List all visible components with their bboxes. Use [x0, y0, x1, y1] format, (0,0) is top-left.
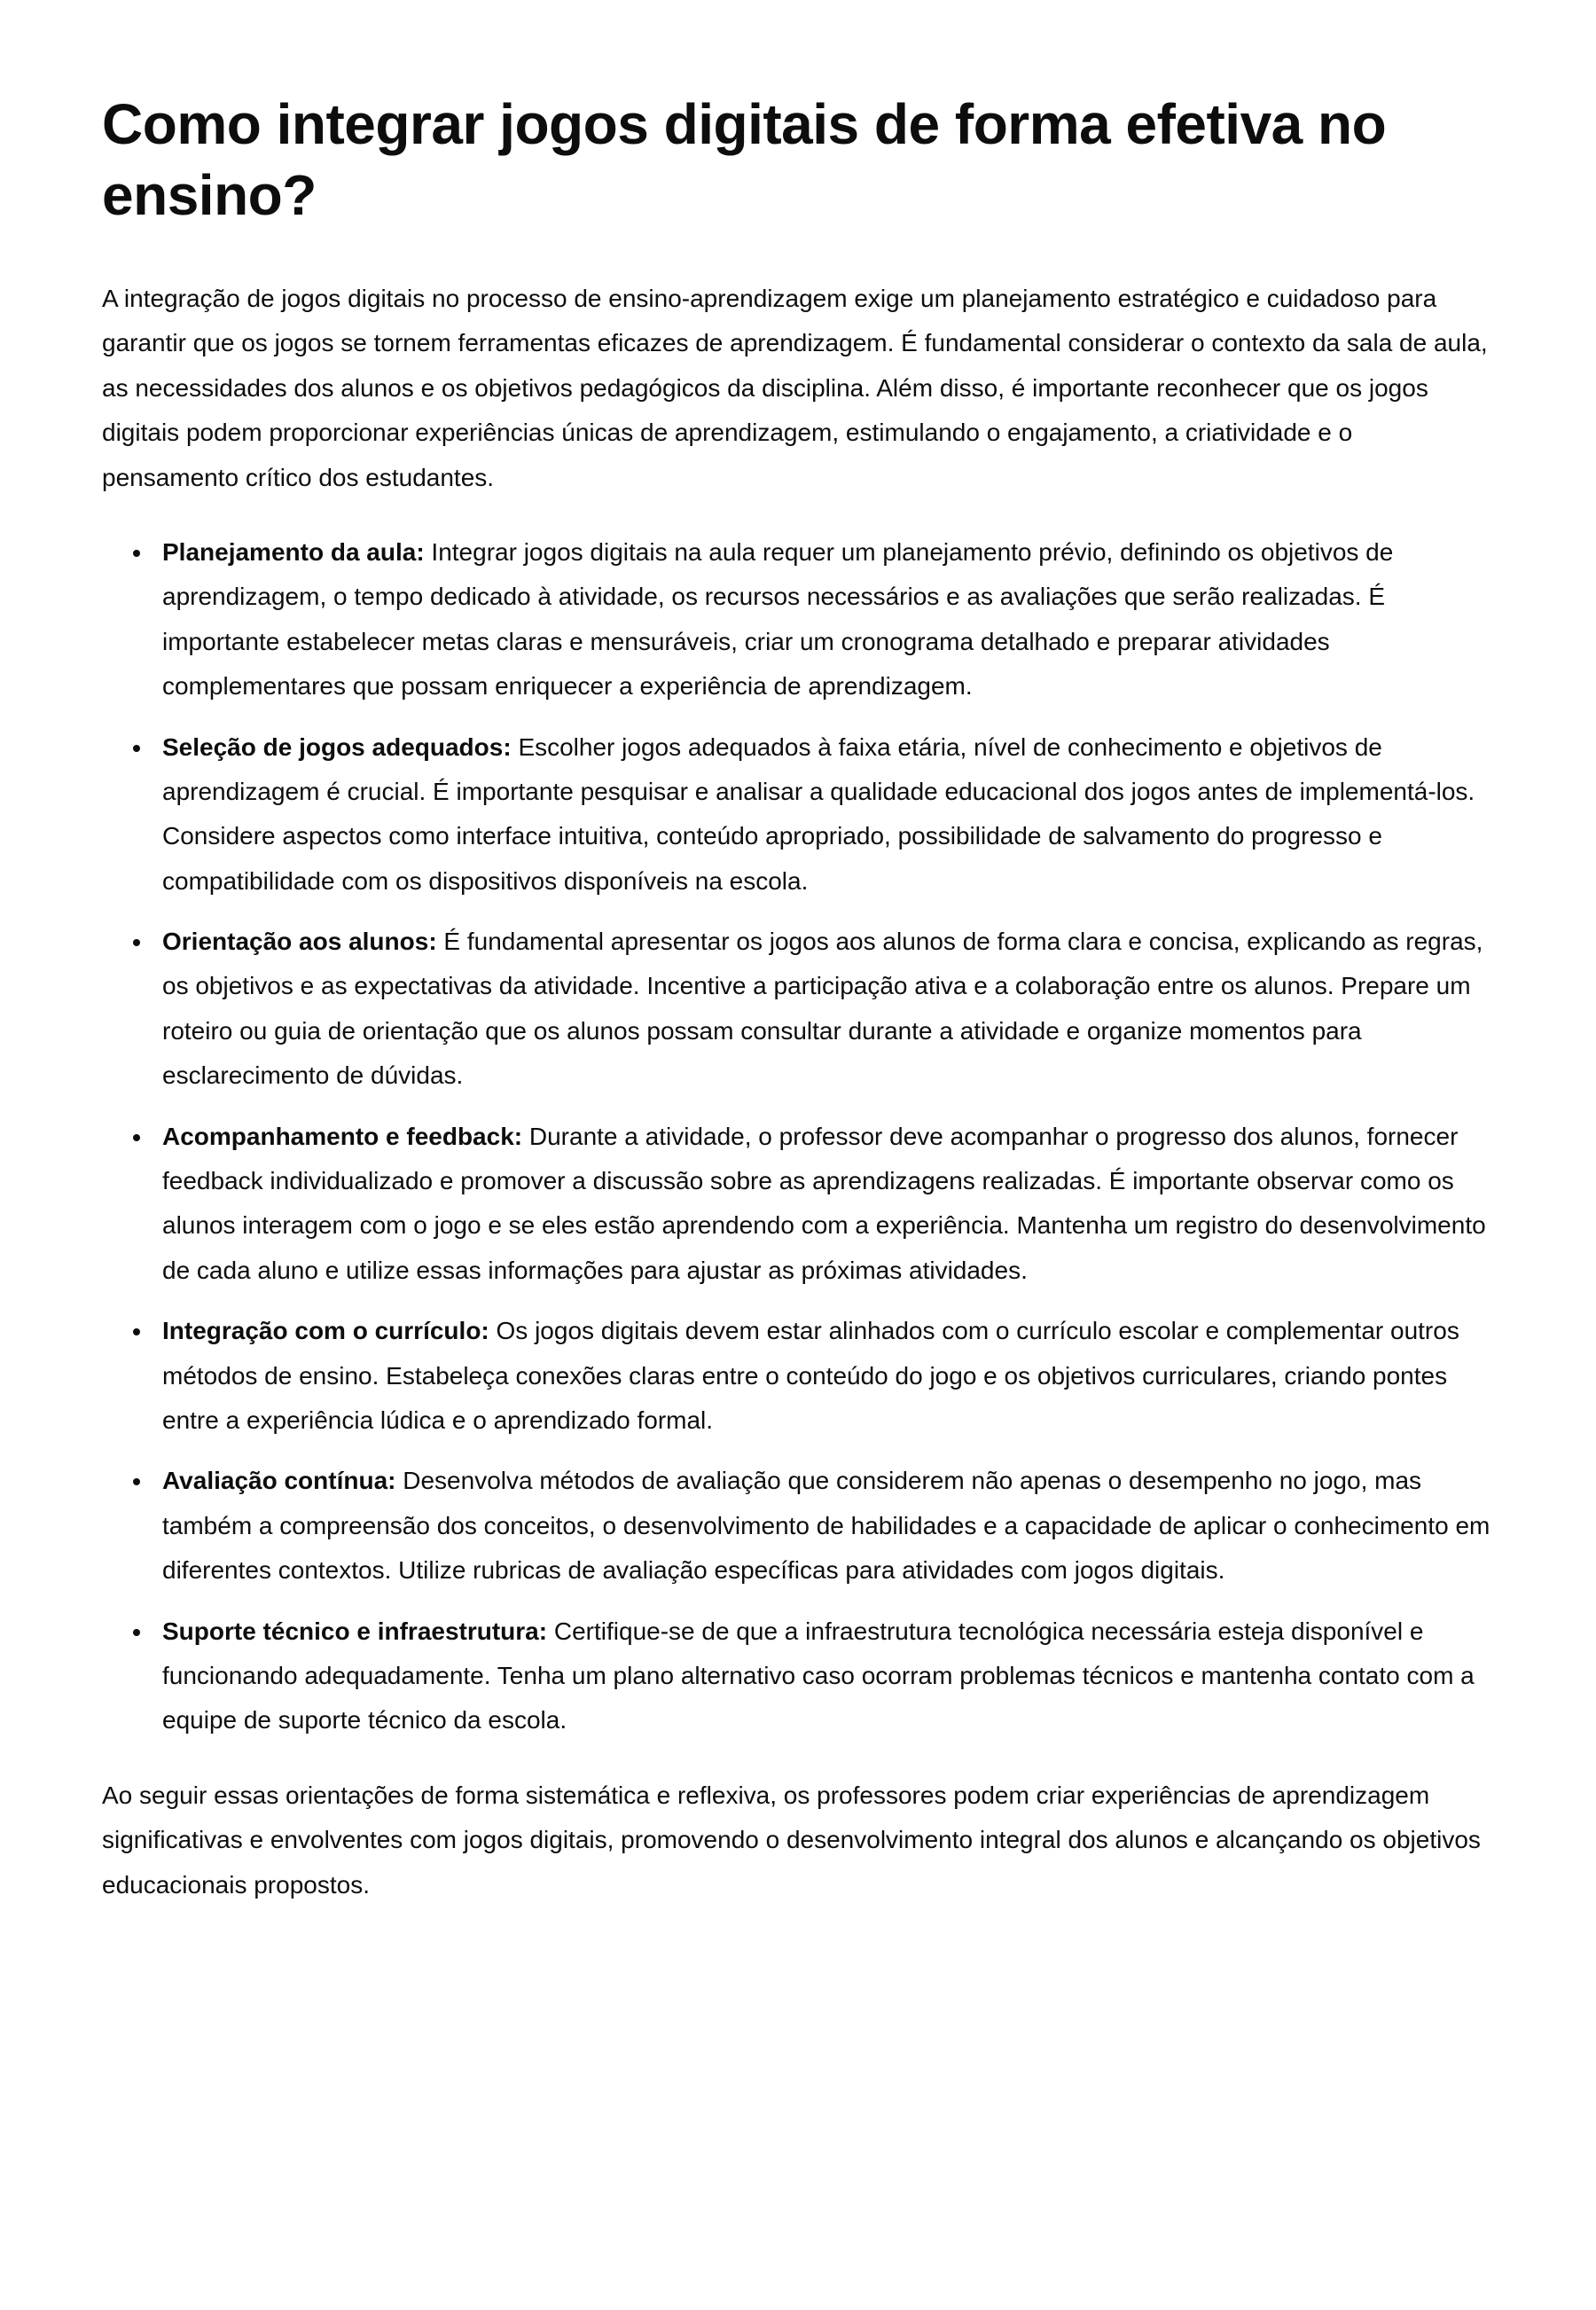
bullet-text: Integrar jogos digitais na aula requer um planejamento prévio, definindo os objetivos de aprendizagem, o tempo dedicado à atividade, os recursos necessários e as avaliações que serão realizadas. É importante estabelecer metas claras e mensuráveis, criar um cronograma detalhado e preparar atividades complementares que possam enriquecer a experiência de aprendizagem. [162, 537, 1394, 701]
intro-paragraph: A integração de jogos digitais no processo de ensino-aprendizagem exige um planejamento estratégico e cuidadoso para garantir que os jogos se tornem ferramentas eficazes de aprendizagem. É fundamental considerar o contexto da sala de aula, as necessidades dos alunos e os objetivos pedagógicos da disciplina. Além disso, é importante reconhecer que os jogos digitais podem proporcionar experiências únicas de aprendizagem, estimulando o engajamento, a criatividade e o pensamento crítico dos estudantes. [102, 285, 1488, 491]
list-item [153, 920, 1494, 1099]
bullet-text: Durante a atividade, o professor deve acompanhar o progresso dos alunos, fornecer feedback individualizado e promover a discussão sobre as aprendizagens realizadas. É importante observar como os alunos interagem com o jogo e se eles estão aprendendo com a experiência. Mantenha um registro do desenvolvimento de cada aluno e utilize essas informações para ajustar as próximas atividades. [162, 1122, 1486, 1284]
bullet-text: Os jogos digitais devem estar alinhados com o currículo escolar e complementar outros métodos de ensino. Estabeleça conexões claras entre o conteúdo do jogo e os objetivos curriculares, criando pontes entre a experiência lúdica e o aprendizado formal. [162, 1317, 1459, 1434]
bullet-label: Seleção de jogos adequados: [162, 732, 512, 761]
bullet-label: Suporte técnico e infraestrutura: [162, 1617, 548, 1645]
list-item [153, 1459, 1494, 1593]
bullet-text: Escolher jogos adequados à faixa etária, nível de conhecimento e objetivos de aprendizagem é crucial. É importante pesquisar e analisar a qualidade educacional dos jogos antes de implementá-los. Considere aspectos como interface intuitiva, conteúdo apropriado, possibilidade de salvamento do progresso e compatibilidade com os dispositivos disponíveis na escola. [162, 732, 1475, 895]
bullet-label: Orientação aos alunos: [162, 928, 437, 956]
bullet-label: Avaliação contínua: [162, 1467, 396, 1495]
bullet-label: Acompanhamento e feedback: [162, 1122, 523, 1150]
list-item [153, 1115, 1494, 1294]
guidelines-list [102, 530, 1494, 1743]
bullet-text: É fundamental apresentar os jogos aos alunos de forma clara e concisa, explicando as regras, os objetivos e as expectativas da atividade. Incentive a participação ativa e a colaboração entre os alunos. Prepare um roteiro ou guia de orientação que os alunos possam consultar durante a atividade e organize momentos para esclarecimento de dúvidas. [162, 928, 1483, 1090]
document-content [102, 89, 1494, 1907]
list-item [153, 1309, 1494, 1443]
page-title: Como integrar jogos digitais de forma efetiva no ensino? [102, 92, 1387, 227]
bullet-label: Integração com o currículo: [162, 1317, 489, 1345]
list-item [153, 1609, 1494, 1743]
bullet-text: Desenvolva métodos de avaliação que considerem não apenas o desempenho no jogo, mas também a compreensão dos conceitos, o desenvolvimento de habilidades e a capacidade de aplicar o conhecimento em diferentes contextos. Utilize rubricas de avaliação específicas para atividades com jogos digitais. [162, 1467, 1490, 1585]
list-item [153, 725, 1494, 904]
list-item [153, 530, 1494, 709]
bullet-text: Certifique-se de que a infraestrutura tecnológica necessária esteja disponível e funcionando adequadamente. Tenha um plano alternativo caso ocorram problemas técnicos e mantenha contato com a equipe de suporte técnico da escola. [162, 1617, 1475, 1734]
bullet-label: Planejamento da aula: [162, 537, 425, 566]
closing-paragraph: Ao seguir essas orientações de forma sistemática e reflexiva, os professores podem criar experiências de aprendizagem significativas e envolventes com jogos digitais, promovendo o desenvolvimento integral dos alunos e alcançando os objetivos educacionais propostos. [102, 1781, 1481, 1899]
